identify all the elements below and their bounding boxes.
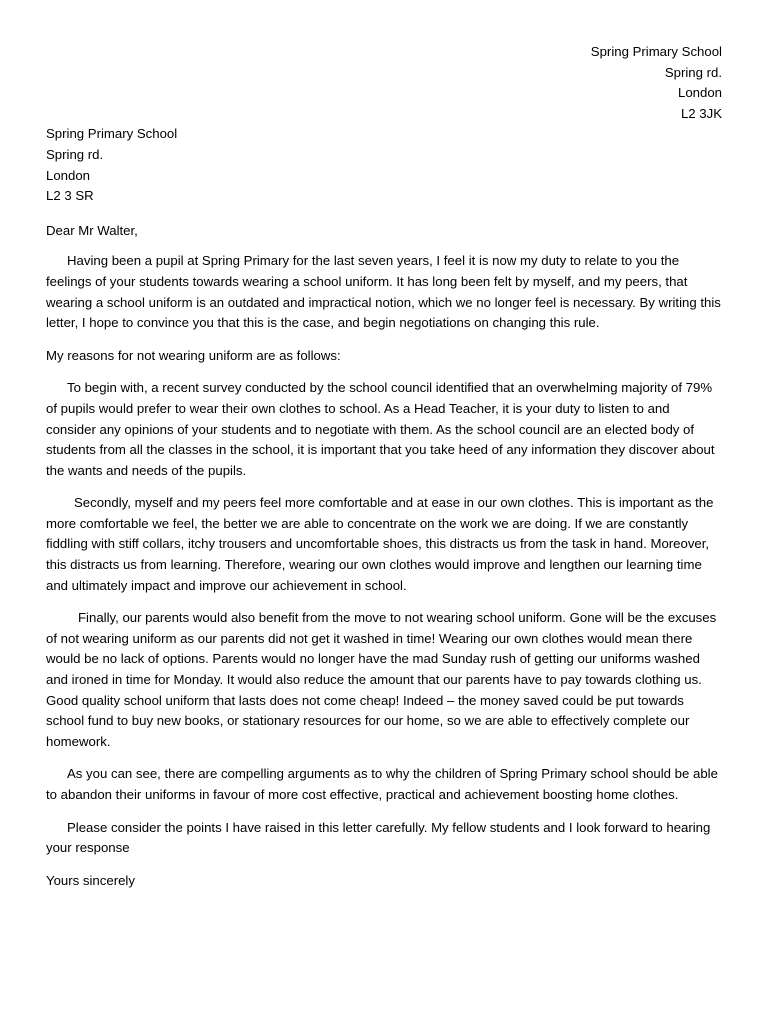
sender-line-3: London <box>677 85 722 101</box>
paragraph-third-reason: Finally, our parents would also benefit from the move to not wearing school uniform. Gone will be the excuses of not wearing uniform as our parents did not get it washed in time! Wearing our own clothes would mean there would be no lack of options. Parents would no longer have the mad Sunday rush of getting our uniforms washed and ironed in time for Monday. It would also reduce the amount that our parents have to pay towards clothing us. Good quality school uniform that lasts does not come cheap! Indeed – the money saved could be put towards school fund to buy new books, or stationary resources for our home, so we are able to effectively complete our homework. <box>46 610 717 749</box>
salutation: Dear Mr Walter, <box>46 222 138 238</box>
sender-line-1: Spring Primary School <box>590 44 722 59</box>
paragraph-reasons-heading: My reasons for not wearing uniform are as follows: <box>46 347 341 363</box>
paragraph-first-reason: To begin with, a recent survey conducted by the school council identified that an overwhelming majority of 79% of pupils would prefer to wear their own clothes to school. As a Head Teacher, it is your duty to listen to and consider any opinions of your students and to negotiate with them. As the school council are an elected body of students from all the classes in the school, it is important that you take heed of any information they discover about the wants and needs of the pupils. <box>46 380 715 478</box>
recipient-line-3: London <box>46 167 91 183</box>
sender-line-4: L2 3JK <box>680 105 722 121</box>
letter-page <box>46 42 722 891</box>
sender-line-2: Spring rd. <box>664 64 722 80</box>
paragraph-intro: Having been a pupil at Spring Primary for the last seven years, I feel it is now my duty to relate to you the feelings of your students towards wearing a school uniform. It has long been felt by myself, and my peers, that wearing a school uniform is an outdated and impractical notion, which we no longer feel is necessary. By writing this letter, I hope to convince you that this is the case, and begin negotiations on changing this rule. <box>46 253 721 331</box>
recipient-line-1: Spring Primary School <box>46 126 178 142</box>
recipient-line-4: L2 3 SR <box>46 188 94 204</box>
paragraph-conclusion: As you can see, there are compelling arguments as to why the children of Spring Primary school should be able to abandon their uniforms in favour of more cost effective, practical and achievement boosting home clothes. <box>46 766 718 802</box>
sender-address <box>46 42 722 124</box>
recipient-line-2: Spring rd. <box>46 146 104 162</box>
paragraph-request: Please consider the points I have raised in this letter carefully. My fellow students and I look forward to hearing your response <box>46 819 711 856</box>
closing: Yours sincerely <box>46 872 135 888</box>
recipient-address <box>46 124 722 206</box>
paragraph-second-reason: Secondly, myself and my peers feel more comfortable and at ease in our own clothes. This is important as the more comfortable we feel, the better we are able to concentrate on the work we are doing. If we are constantly fiddling with stiff collars, itchy trousers and uncomfortable shoes, this distracts us from the task in hand. Moreover, this distracts us from learning. Therefore, wearing our own clothes would improve and lengthen our learning time and ultimately impact and improve our achievement in school. <box>46 495 714 593</box>
